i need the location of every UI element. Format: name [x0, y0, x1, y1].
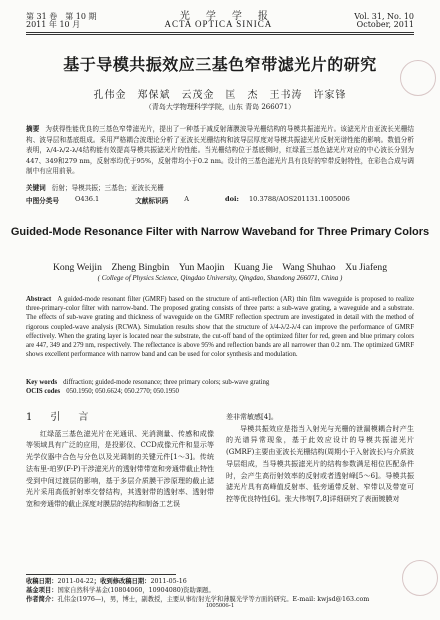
date-cn: 2011 年 10 月	[26, 20, 81, 29]
page-number: 1005006-1	[205, 602, 235, 609]
date-en: October, 2011	[356, 20, 414, 29]
affiliation-cn: （青岛大学物理科学学院，山东 青岛 266071）	[144, 103, 296, 111]
abstract-en-text: A guided-mode resonant filter (GMRF) based on the structure of anti-reflection (AR) thin film waveguide is proposed to realize three-primary-color filter with narrow-band. The proposed grating consists of three parts: a sub-wave grating, a waveguide and a substrate. The effects of sub-wave grating and thickness of waveguide on the GMRF reflection spectrum are investigated in detail with the method of rigorous coupled-wave analysis (RCWA). Simulation results show that the structure of λ/4-λ/2-λ/4 can improve the performance of GMRF effectively. When the grating layer is located near the substrate, the cut-off band of the optimized filter for red, green and blue primary colors are 447, 349 and 279 nm, respectively. The reflectance is above 95% and reflection bands are all narrower than 0.2 nm. The optimized GMRF shows excellent performance with narrow band and can be used for color synthesis and modulation.	[26, 296, 414, 359]
abstract-en-label: Abstract	[26, 296, 52, 303]
keywords-en-text: diffraction; guided-mode resonance; three primary colors; sub-wave grating	[63, 379, 270, 386]
intro-paragraph-1: 红绿蓝三基色滤光片在光通讯、光消测量、传感和成像等领域具有广泛的应用，是投影仪、CCD成像元件和显示等光学仪器中合色与分色以及光调制的关键元件[1～3]。传统法布里-珀罗(F-P)干涉滤光片的透射带带宽和旁通带截止特性受到中间过渡层的影响，基于多层介质膜干涉原理的截止滤光片采用高低折射率交替结构，其透射带的透射率、透射带宽和旁通带的截止深度对膜层的结构和制备工艺误	[26, 429, 214, 508]
revised-label: ；收到修改稿日期：	[93, 578, 151, 585]
body-column-left	[26, 412, 214, 511]
clc-code: O436.1	[74, 195, 100, 203]
author-bio-text: 孔伟金(1976—)，男，博士，副教授，主要从事衍射光学和薄膜光学等方面的研究。E-mail: kwjsd@163.com	[57, 596, 370, 603]
footnote-rule	[26, 574, 176, 575]
doc-code: A	[184, 195, 189, 203]
intro-paragraph-1-cont: 差非常敏感[4]。	[226, 413, 278, 421]
doc-code-label: 文献标识码	[135, 197, 169, 205]
header-rule	[26, 32, 414, 33]
paper-title-en: Guided-Mode Resonance Filter with Narrow Waveband for Three Primary Colors	[10, 226, 430, 238]
keywords-en-label: Key words	[26, 379, 58, 386]
ocis-label: OCIS codes	[26, 388, 61, 396]
doi-label: doi:	[225, 195, 239, 203]
received-date: 2011-04-22	[57, 578, 94, 585]
abstract-cn-label: 摘要	[26, 125, 40, 133]
watermark-stamp	[400, 60, 436, 96]
section-heading-introduction: 1 引 言	[26, 412, 93, 423]
abstract-en	[26, 295, 414, 359]
doi: 10.3788/AOS201131.1005006	[248, 195, 350, 203]
author-bio-label: 作者简介：	[26, 596, 58, 603]
volume-issue-en: Vol. 31, No. 10	[354, 12, 414, 21]
received-label: 收稿日期：	[26, 578, 58, 585]
clc-label: 中图分类号	[26, 197, 59, 205]
classification-row	[26, 195, 414, 205]
paper-title-cn: 基于导模共振效应三基色窄带滤光片的研究	[63, 55, 377, 74]
watermark-stamp	[402, 560, 438, 596]
journal-name-en: ACTA OPTICA SINICA	[164, 19, 273, 29]
fund-text: 国家自然科学基金(10804060，10904080)资助课题。	[57, 587, 215, 594]
intro-paragraph-2: 导模共振效应是指当入射光与光栅的泄漏模耦合时产生的光谱异常现象，基于此效应设计的导模共振滤光片(GMRF)主要由亚波长光栅结构(周期小于入射波长)与介质波导层组成，当导模共振滤光片的结构参数满足相位匹配条件时，会产生高衍射效率的反射或者透射峰[5～6]。导模共振滤光片具有高峰值反射率、低旁通带反射、窄带以及带宽可控等优良特性[6]。张大伟等[7,8]详细研究了表面镀膜对	[226, 424, 414, 503]
keywords-cn	[26, 183, 414, 194]
header-rule-thin	[26, 34, 414, 35]
volume-issue-cn: 第 31 卷 第 10 期	[26, 12, 97, 21]
ocis-codes: 050.1950; 050.6624; 050.2770; 050.1950	[66, 388, 179, 396]
keywords-cn-label: 关键词	[26, 184, 46, 192]
revised-date: 2011-05-16	[150, 578, 187, 585]
affiliation-en: ( College of Physics Science, Qingdao University, Qingdao, Shandong 266071, China )	[97, 274, 343, 282]
journal-name-cn: 光 学 学 报	[179, 11, 271, 22]
running-header-bottom	[26, 19, 414, 30]
authors-cn: 孔伟金 郑保斌 云茂金 匡 杰 王书涛 许家锋	[93, 90, 347, 101]
abstract-cn-text: 为获得性能优良的三基色窄带滤光片，提出了一种基于减反射薄膜波导光栅结构的导模共振滤光片。该滤光片由亚波长光栅结构、波导层和基底组成。采用严格耦合波理论分析了亚波长光栅结构和波导层厚度对导模共振滤光片反射光谱性能的影响。数值分析表明，λ/4-λ/2-λ/4结构能有效提高导模共振滤光片的性能。当光栅结构位于基底侧时，红绿蓝三基色滤光片对应的中心波长分别为447、349和279 nm，反射率均优于95%，反射带均小于0.2 nm。设计的三基色滤光片具有良好的窄带反射特性，在彩色合成与调制中有应用前景。	[26, 125, 415, 175]
abstract-cn	[26, 124, 414, 177]
authors-en: Kong Weijin Zheng Bingbin Yun Maojin Kuang Jie Wang Shuhao Xu Jiafeng	[52, 262, 388, 273]
body-column-right	[226, 412, 414, 506]
fund-label: 基金项目：	[26, 587, 58, 594]
keywords-en	[26, 378, 414, 397]
keywords-cn-text: 衍射；导模共振；三基色；亚波长光栅	[51, 184, 164, 192]
